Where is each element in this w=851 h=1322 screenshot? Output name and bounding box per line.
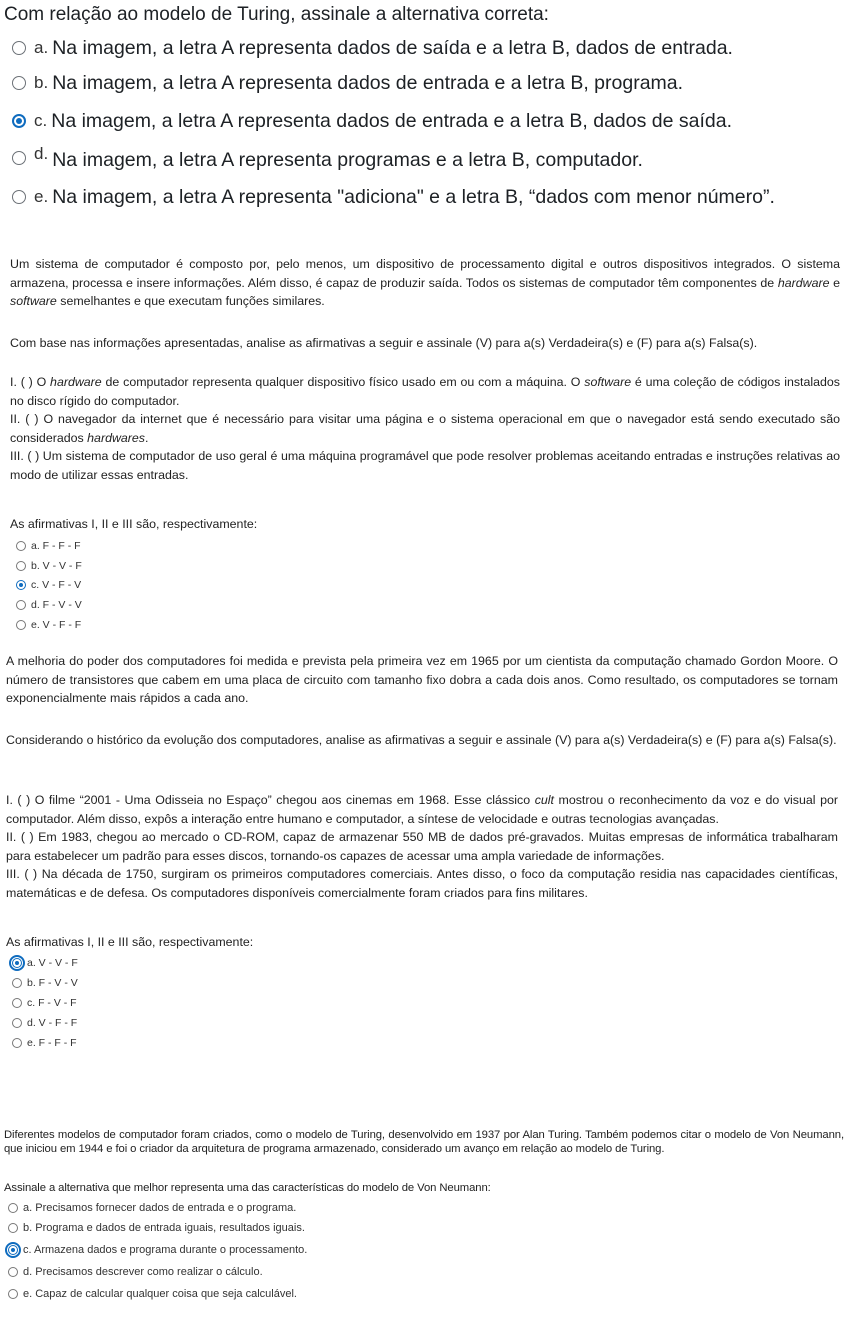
q2-statements <box>10 373 840 484</box>
q2-intro: Um sistema de computador é composto por, pelo menos, um dispositivo de processamento digital e outros dispositivos integrados. O sistema armazena, processa e insere informações. Além disso, é capaz de produzir saída. Todos os sistemas de computador têm componentes de hardware e software semelhantes e que executam funções similares. <box>10 257 840 308</box>
radio-icon[interactable] <box>12 1038 22 1048</box>
q3-option-d[interactable]: d. V - F - F <box>12 1015 77 1031</box>
radio-icon[interactable] <box>16 620 26 630</box>
radio-icon[interactable] <box>12 190 26 204</box>
q3-statement-1: I. ( ) O filme “2001 - Uma Odisseia no Espaço” chegou aos cinemas em 1968. Esse clássico cult mostrou o reconhecimento da voz e do visual por computador. Além disso, expôs a interação entre humano e computador, a síntese de velocidade e outras tecnologias avançadas. <box>6 793 838 826</box>
radio-icon[interactable] <box>12 41 26 55</box>
radio-icon[interactable] <box>8 1203 18 1213</box>
radio-icon[interactable] <box>16 561 26 571</box>
q4-option-e[interactable]: e. Capaz de calcular qualquer coisa que seja calculável. <box>8 1286 297 1302</box>
q2-option-c[interactable]: c. V - F - V <box>16 577 81 593</box>
radio-icon[interactable] <box>16 541 26 551</box>
q1-option-a[interactable]: a. Na imagem, a letra A representa dados de saída e a letra B, dados de entrada. <box>12 35 733 61</box>
q4-option-c[interactable]: c. Armazena dados e programa durante o processamento. <box>8 1242 307 1258</box>
q1-option-d[interactable]: d. Na imagem, a letra A representa programas e a letra B, computador. <box>12 145 643 171</box>
q2-option-e[interactable]: e. V - F - F <box>16 617 81 633</box>
radio-icon[interactable] <box>12 998 22 1008</box>
q2-prompt: As afirmativas I, II e III são, respectivamente: <box>10 517 258 531</box>
q2-option-a[interactable]: a. F - F - F <box>16 538 81 554</box>
radio-icon[interactable] <box>16 600 26 610</box>
q2-statement-3: III. ( ) Um sistema de computador de uso geral é uma máquina programável que pode resolver problemas aceitando entradas e instruções relativas ao modo de utilizar essas entradas. <box>10 449 840 482</box>
radio-icon[interactable] <box>12 1018 22 1028</box>
radio-checked-icon[interactable] <box>12 958 22 968</box>
radio-icon[interactable] <box>8 1223 18 1233</box>
q1-option-e[interactable]: e. Na imagem, a letra A representa "adiciona" e a letra B, “dados com menor número”. <box>12 184 775 210</box>
radio-icon[interactable] <box>12 151 26 165</box>
radio-icon[interactable] <box>12 76 26 90</box>
q3-prompt: As afirmativas I, II e III são, respectivamente: <box>6 935 254 949</box>
q2-statement-2: II. ( ) O navegador da internet que é necessário para visitar uma página e o sistema operacional em que o navegador está sendo executado são considerados hardwares. <box>10 412 840 445</box>
q2-option-b[interactable]: b. V - V - F <box>16 558 82 574</box>
q4-option-d[interactable]: d. Precisamos descrever como realizar o cálculo. <box>8 1264 263 1280</box>
q2-statement-1: I. ( ) O hardware de computador representa qualquer dispositivo físico usado em ou com a máquina. O software é uma coleção de códigos instalados no disco rígido do computador. <box>10 375 840 408</box>
radio-checked-icon[interactable] <box>16 580 26 590</box>
q2-instruction: Com base nas informações apresentadas, analise as afirmativas a seguir e assinale (V) para a(s) Verdadeira(s) e (F) para a(s) Falsa(s). <box>10 336 758 350</box>
q3-option-c[interactable]: c. F - V - F <box>12 995 77 1011</box>
q1-option-c[interactable]: c. Na imagem, a letra A representa dados de entrada e a letra B, dados de saída. <box>12 108 732 134</box>
radio-icon[interactable] <box>12 978 22 988</box>
radio-icon[interactable] <box>8 1267 18 1277</box>
q4-option-a[interactable]: a. Precisamos fornecer dados de entrada e o programa. <box>8 1200 296 1216</box>
q3-statement-2: II. ( ) Em 1983, chegou ao mercado o CD-ROM, capaz de armazenar 550 MB de dados pré-gravados. Muitas empresas de informática trabalharam para estabelecer um padrão para esses discos, tornando-os capazes de acessar uma ampla variedade de informações. <box>6 830 838 863</box>
q3-statements <box>6 791 838 902</box>
q2-option-d[interactable]: d. F - V - V <box>16 597 82 613</box>
q3-instruction: Considerando o histórico da evolução dos computadores, analise as afirmativas a seguir e assinale (V) para a(s) Verdadeira(s) e (F) para a(s) Falsa(s). <box>6 733 837 747</box>
question-1-title: Com relação ao modelo de Turing, assinale a alternativa correta: <box>4 4 549 25</box>
radio-checked-icon[interactable] <box>12 114 26 128</box>
radio-checked-icon[interactable] <box>8 1245 18 1255</box>
q4-prompt: Assinale a alternativa que melhor representa uma das características do modelo de Von Neumann: <box>4 1182 491 1194</box>
q3-option-a[interactable]: a. V - V - F <box>12 955 78 971</box>
q1-option-b[interactable]: b. Na imagem, a letra A representa dados de entrada e a letra B, programa. <box>12 70 683 96</box>
q3-option-e[interactable]: e. F - F - F <box>12 1035 77 1051</box>
q4-option-b[interactable]: b. Programa e dados de entrada iguais, resultados iguais. <box>8 1220 305 1236</box>
q3-option-b[interactable]: b. F - V - V <box>12 975 78 991</box>
radio-icon[interactable] <box>8 1289 18 1299</box>
q3-statement-3: III. ( ) Na década de 1750, surgiram os primeiros computadores comerciais. Antes disso, o foco da computação residia nas capacidades científicas, matemáticas e de defesa. Os computadores disponíveis comercialmente foram criados para fins militares. <box>6 867 838 900</box>
q3-intro: A melhoria do poder dos computadores foi medida e prevista pela primeira vez em 1965 por um cientista da computação chamado Gordon Moore. O número de transistores que cabem em uma placa de circuito com tamanho fixo dobra a cada dois anos. Como resultado, os computadores se tornam exponencialmente mais rápidos a cada ano. <box>6 654 838 705</box>
q4-intro: Diferentes modelos de computador foram criados, como o modelo de Turing, desenvolvido em 1937 por Alan Turing. Também podemos citar o modelo de Von Neumann, que iniciou em 1944 e foi o criador da arquitetura de programa armazenado, considerado um avanço em relação ao modelo de Turing. <box>4 1129 844 1155</box>
